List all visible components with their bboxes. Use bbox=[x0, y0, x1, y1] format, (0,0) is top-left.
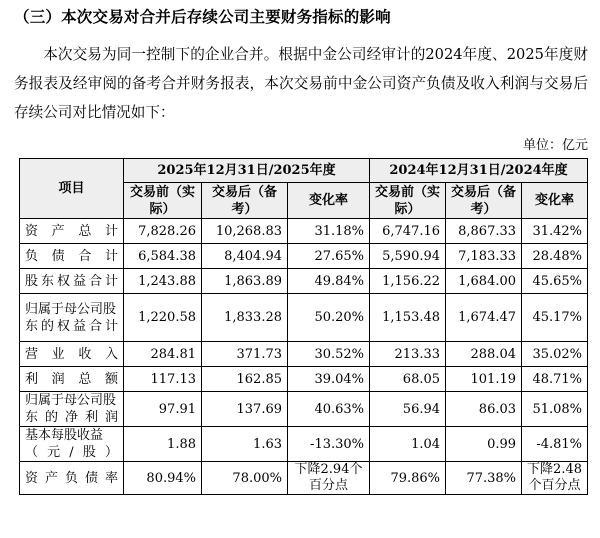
table-cell: 45.17% bbox=[522, 294, 588, 342]
group-header-2025: 2025年12月31日/2025年度 bbox=[124, 159, 370, 183]
table-cell: 10,268.83 bbox=[202, 219, 288, 244]
table-row bbox=[20, 342, 588, 367]
table-cell: 1,220.58 bbox=[124, 294, 202, 342]
subheader: 变化率 bbox=[522, 183, 588, 219]
intro-paragraph: 本次交易为同一控制下的企业合并。根据中金公司经审计的2024年度、2025年度财务报表及经审阅的备考合并财务报表，本次交易前中金公司资产负债及收入利润与交易后存续公司对比情况如下： bbox=[14, 46, 588, 121]
table-cell: 1,156.22 bbox=[370, 269, 446, 294]
subheader: 变化率 bbox=[288, 183, 370, 219]
table-cell: 48.71% bbox=[522, 367, 588, 392]
table-cell: 86.03 bbox=[446, 392, 522, 427]
table-header-row-groups bbox=[20, 159, 588, 183]
table-cell: 7,828.26 bbox=[124, 219, 202, 244]
table-cell: 40.63% bbox=[288, 392, 370, 427]
table-cell: 31.18% bbox=[288, 219, 370, 244]
table-cell: 7,183.33 bbox=[446, 244, 522, 269]
table-cell: 35.02% bbox=[522, 342, 588, 367]
table-cell: 下降2.94个百分点 bbox=[288, 462, 370, 495]
row-label: 负债合计 bbox=[20, 244, 124, 269]
row-label: 利润总额 bbox=[20, 367, 124, 392]
table-cell: 51.08% bbox=[522, 392, 588, 427]
row-label: 归属于母公司股东的净利润 bbox=[20, 392, 124, 427]
table-cell: 371.73 bbox=[202, 342, 288, 367]
table-cell: 162.85 bbox=[202, 367, 288, 392]
table-cell: 28.48% bbox=[522, 244, 588, 269]
financial-comparison-table bbox=[19, 158, 588, 495]
table-row bbox=[20, 219, 588, 244]
table-cell: 50.20% bbox=[288, 294, 370, 342]
row-label: 归属于母公司股东的权益合计 bbox=[20, 294, 124, 342]
table-row bbox=[20, 462, 588, 495]
table-row bbox=[20, 244, 588, 269]
table-cell: 8,867.33 bbox=[446, 219, 522, 244]
table-cell: 5,590.94 bbox=[370, 244, 446, 269]
table-cell: 1,833.28 bbox=[202, 294, 288, 342]
table-cell: 213.33 bbox=[370, 342, 446, 367]
row-label: 营业收入 bbox=[20, 342, 124, 367]
table-cell: 39.04% bbox=[288, 367, 370, 392]
group-header-2024: 2024年12月31日/2024年度 bbox=[370, 159, 588, 183]
subheader: 交易后（备考） bbox=[446, 183, 522, 219]
table-row bbox=[20, 367, 588, 392]
table-row bbox=[20, 294, 588, 342]
table-cell: 1,243.88 bbox=[124, 269, 202, 294]
table-cell: 78.00% bbox=[202, 462, 288, 495]
table-cell: 6,747.16 bbox=[370, 219, 446, 244]
table-row bbox=[20, 427, 588, 462]
section-title: （三）本次交易对合并后存续公司主要财务指标的影响 bbox=[14, 7, 391, 26]
table-cell: 1,684.00 bbox=[446, 269, 522, 294]
table-cell: 1.63 bbox=[202, 427, 288, 462]
table-cell: 1,153.48 bbox=[370, 294, 446, 342]
table-row bbox=[20, 269, 588, 294]
table-cell: -4.81% bbox=[522, 427, 588, 462]
table-cell: 27.65% bbox=[288, 244, 370, 269]
subheader: 交易前（实际） bbox=[124, 183, 202, 219]
table-cell: 1.04 bbox=[370, 427, 446, 462]
table-cell: 80.94% bbox=[124, 462, 202, 495]
table-cell: 68.05 bbox=[370, 367, 446, 392]
table-cell: 56.94 bbox=[370, 392, 446, 427]
table-cell: -13.30% bbox=[288, 427, 370, 462]
table-cell: 30.52% bbox=[288, 342, 370, 367]
row-label: 基本每股收益（元/股） bbox=[20, 427, 124, 462]
subheader: 交易前（实际） bbox=[370, 183, 446, 219]
table-cell: 1,863.89 bbox=[202, 269, 288, 294]
table-cell: 77.38% bbox=[446, 462, 522, 495]
table-cell: 下降2.48个百分点 bbox=[522, 462, 588, 495]
table-cell: 79.86% bbox=[370, 462, 446, 495]
table-cell: 6,584.38 bbox=[124, 244, 202, 269]
table-cell: 284.81 bbox=[124, 342, 202, 367]
table-cell: 0.99 bbox=[446, 427, 522, 462]
row-label: 资产负债率 bbox=[20, 462, 124, 495]
table-cell: 45.65% bbox=[522, 269, 588, 294]
table-row bbox=[20, 392, 588, 427]
table-cell: 1.88 bbox=[124, 427, 202, 462]
table-cell: 137.69 bbox=[202, 392, 288, 427]
table-cell: 49.84% bbox=[288, 269, 370, 294]
subheader: 交易后（备考） bbox=[202, 183, 288, 219]
table-cell: 97.91 bbox=[124, 392, 202, 427]
table-cell: 1,674.47 bbox=[446, 294, 522, 342]
row-label: 资产总计 bbox=[20, 219, 124, 244]
unit-label: 单位：亿元 bbox=[522, 138, 588, 153]
table-cell: 101.19 bbox=[446, 367, 522, 392]
item-header: 项目 bbox=[20, 159, 124, 219]
row-label: 股东权益合计 bbox=[20, 269, 124, 294]
table-cell: 8,404.94 bbox=[202, 244, 288, 269]
table-cell: 288.04 bbox=[446, 342, 522, 367]
table-cell: 31.42% bbox=[522, 219, 588, 244]
table-cell: 117.13 bbox=[124, 367, 202, 392]
